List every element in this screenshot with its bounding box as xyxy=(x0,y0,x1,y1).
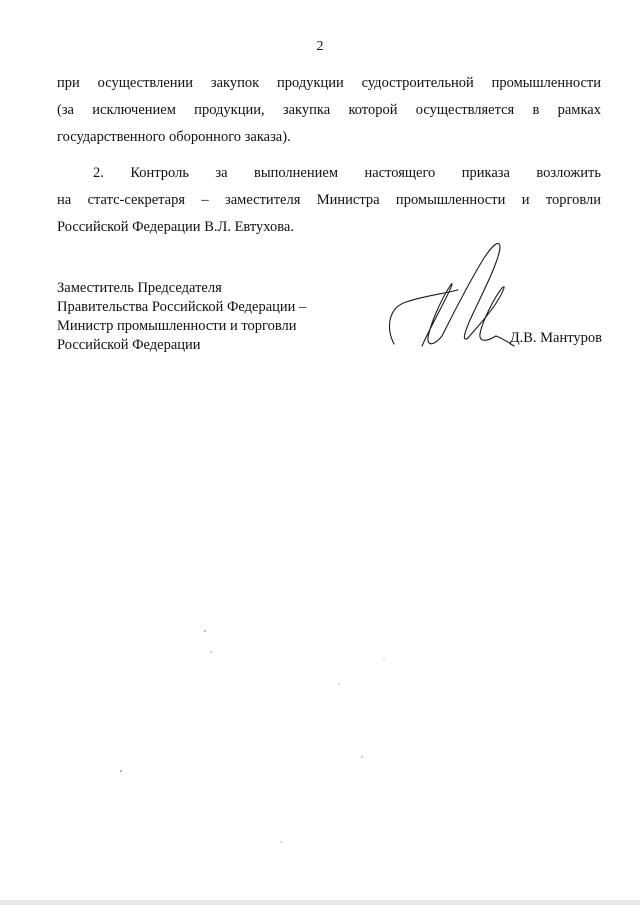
paragraph-line: 2. Контроль за выполнением настоящего приказа возложить xyxy=(93,165,601,181)
signatory-title xyxy=(57,279,377,355)
paragraph-line: Российской Федерации В.Л. Евтухова. xyxy=(57,219,294,235)
handwritten-signature-icon xyxy=(384,228,524,358)
signatory-title-line: Министр промышленности и торговли xyxy=(57,318,297,334)
scan-bottom-edge xyxy=(0,900,640,905)
body-text xyxy=(57,70,601,250)
paragraph-line: на статс-секретаря – заместителя Министра промышленности и торговли xyxy=(57,192,601,208)
signatory-title-line: Российской Федерации xyxy=(57,337,201,353)
paragraph-line: (за исключением продукции, закупка которой осуществляется в рамках xyxy=(57,102,601,118)
paragraph-line: при осуществлении закупок продукции судостроительной промышленности xyxy=(57,75,601,91)
paragraph-procurement xyxy=(57,70,601,151)
paragraph-line: государственного оборонного заказа). xyxy=(57,129,291,145)
signatory-title-line: Заместитель Председателя xyxy=(57,280,222,296)
signatory-title-line: Правительства Российской Федерации – xyxy=(57,299,307,315)
page-number: 2 xyxy=(316,39,324,54)
signer-name: Д.В. Мантуров xyxy=(509,330,602,346)
